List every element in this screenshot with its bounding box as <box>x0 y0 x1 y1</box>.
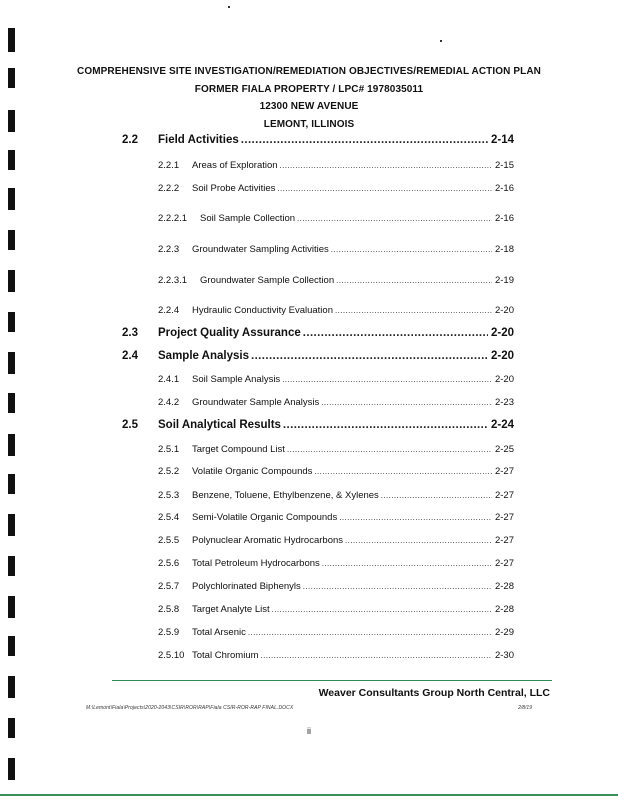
toc-leader-dots <box>322 558 492 569</box>
toc-entry-page: 2-20 <box>494 374 514 385</box>
toc-leader-dots <box>261 650 492 661</box>
toc-leader-dots <box>336 275 492 286</box>
toc-entry-number: 2.2.2 <box>158 183 180 194</box>
toc-entry <box>158 374 514 385</box>
toc-entry-number: 2.3 <box>122 327 138 339</box>
toc-entry-title: Soil Analytical Results <box>158 419 281 431</box>
toc-entry-page: 2-28 <box>494 581 514 592</box>
toc-entry <box>158 444 514 455</box>
toc-entry-page: 2-27 <box>494 558 514 569</box>
toc-leader-dots <box>241 134 488 146</box>
toc-entry-number: 2.5.6 <box>158 558 180 569</box>
toc-entry <box>158 627 514 638</box>
toc-entry-page: 2-20 <box>490 327 514 339</box>
toc-entry <box>158 512 514 523</box>
toc-entry-title: Sample Analysis <box>158 350 249 362</box>
toc-entry-page: 2-25 <box>494 444 514 455</box>
toc-entry <box>158 213 514 224</box>
toc-entry <box>158 466 514 477</box>
toc-entry-title: Groundwater Sample Analysis <box>192 397 320 408</box>
toc-entry-number: 2.4.1 <box>158 374 180 385</box>
toc-entry <box>158 160 514 171</box>
footer-date: 2/8/19 <box>518 705 532 711</box>
toc-entry <box>122 327 514 339</box>
toc-entry-number: 2.5.7 <box>158 581 180 592</box>
toc-entry-page: 2-18 <box>494 244 514 255</box>
toc-entry-title: Soil Sample Collection <box>200 213 296 224</box>
toc-entry-page: 2-30 <box>494 650 514 661</box>
toc-leader-dots <box>303 327 488 339</box>
toc-entry-title: Areas of Exploration <box>192 160 278 171</box>
toc-entry-page: 2-29 <box>494 627 514 638</box>
toc-entry-title: Target Compound List <box>192 444 285 455</box>
toc-entry-title: Project Quality Assurance <box>158 327 301 339</box>
toc-entry-number: 2.5 <box>122 419 138 431</box>
toc-entry <box>158 581 514 592</box>
toc-entry-number: 2.4 <box>122 350 138 362</box>
toc-entry-number: 2.2 <box>122 134 138 146</box>
toc-entry <box>158 535 514 546</box>
toc-entry-number: 2.2.1 <box>158 160 180 171</box>
toc-leader-dots <box>321 397 492 408</box>
page-number: ii <box>307 726 311 736</box>
toc-entry <box>122 419 514 431</box>
toc-leader-dots <box>345 535 492 546</box>
toc-entry-title: Soil Sample Analysis <box>192 374 281 385</box>
toc-entry-number: 2.2.3 <box>158 244 180 255</box>
toc-entry-title: Polychlorinated Biphenyls <box>192 581 301 592</box>
toc-entry-number: 2.5.4 <box>158 512 180 523</box>
toc-entry-page: 2-28 <box>494 604 514 615</box>
footer-file-path: M:\Lemont\Fiala\Projects\2020-2043\CSIR\ROR\RAP\Fiala CSIR-ROR-RAP FINAL.DOCX <box>86 705 294 711</box>
toc-entry-title: Total Chromium <box>192 650 259 661</box>
toc-leader-dots <box>272 604 492 615</box>
toc-entry-title: Groundwater Sample Collection <box>200 275 335 286</box>
toc-leader-dots <box>381 490 492 501</box>
header-title: COMPREHENSIVE SITE INVESTIGATION/REMEDIATION OBJECTIVES/REMEDIAL ACTION PLAN <box>77 66 541 77</box>
toc-entry-title: Semi-Volatile Organic Compounds <box>192 512 338 523</box>
toc-leader-dots <box>339 512 492 523</box>
toc-entry <box>158 244 514 255</box>
toc-entry-page: 2-20 <box>490 350 514 362</box>
toc-entry <box>158 305 514 316</box>
toc-leader-dots <box>283 419 488 431</box>
toc-leader-dots <box>297 213 492 224</box>
toc-entry-page: 2-19 <box>494 275 514 286</box>
header-city: LEMONT, ILLINOIS <box>263 118 355 130</box>
toc-entry <box>158 650 514 661</box>
toc-entry-page: 2-27 <box>494 535 514 546</box>
toc-entry-page: 2-20 <box>494 305 514 316</box>
toc-leader-dots <box>331 244 492 255</box>
toc-entry-title: Benzene, Toluene, Ethylbenzene, & Xylenes <box>192 490 379 501</box>
header-property: FORMER FIALA PROPERTY / LPC# 1978035011 <box>194 83 424 95</box>
toc-entry-number: 2.2.2.1 <box>158 213 188 224</box>
toc-entry-title: Polynuclear Aromatic Hydrocarbons <box>192 535 344 546</box>
toc-entry <box>158 397 514 408</box>
toc-entry-page: 2-24 <box>490 419 514 431</box>
toc-leader-dots <box>282 374 492 385</box>
toc-entry <box>158 275 514 286</box>
toc-entry-page: 2-23 <box>494 397 514 408</box>
footer-company: Weaver Consultants Group North Central, LLC <box>318 687 550 699</box>
toc-entry-number: 2.5.8 <box>158 604 180 615</box>
toc-entry <box>158 604 514 615</box>
toc-entry-page: 2-27 <box>494 466 514 477</box>
toc-entry-page: 2-14 <box>490 134 514 146</box>
toc-entry-page: 2-16 <box>494 213 514 224</box>
toc-entry <box>158 558 514 569</box>
toc-entry-title: Hydraulic Conductivity Evaluation <box>192 305 333 316</box>
toc-entry-number: 2.5.1 <box>158 444 180 455</box>
toc-entry-title: Total Arsenic <box>192 627 246 638</box>
toc-leader-dots <box>314 466 492 477</box>
toc-entry-title: Total Petroleum Hydrocarbons <box>192 558 320 569</box>
bottom-edge-line <box>0 794 618 796</box>
toc-leader-dots <box>251 350 488 362</box>
toc-entry-number: 2.5.3 <box>158 490 180 501</box>
toc-entry-title: Target Analyte List <box>192 604 270 615</box>
toc-entry <box>122 134 514 146</box>
toc-leader-dots <box>277 183 492 194</box>
toc-entry-number: 2.2.3.1 <box>158 275 188 286</box>
toc-entry <box>158 490 514 501</box>
toc-entry-number: 2.5.9 <box>158 627 180 638</box>
toc-leader-dots <box>335 305 492 316</box>
toc-entry-page: 2-27 <box>494 490 514 501</box>
toc-entry-page: 2-27 <box>494 512 514 523</box>
toc-entry-page: 2-15 <box>494 160 514 171</box>
toc-entry-number: 2.5.5 <box>158 535 180 546</box>
header-address: 12300 NEW AVENUE <box>259 101 359 112</box>
toc-entry <box>122 350 514 362</box>
toc-entry-title: Groundwater Sampling Activities <box>192 244 329 255</box>
toc-leader-dots <box>248 627 492 638</box>
toc-entry-title: Soil Probe Activities <box>192 183 276 194</box>
toc-entry-title: Volatile Organic Compounds <box>192 466 313 477</box>
toc-entry-number: 2.2.4 <box>158 305 180 316</box>
toc-entry-number: 2.4.2 <box>158 397 180 408</box>
toc-entry-number: 2.5.10 <box>158 650 185 661</box>
toc-entry <box>158 183 514 194</box>
footer-rule <box>112 680 552 681</box>
toc-entry-number: 2.5.2 <box>158 466 180 477</box>
toc-leader-dots <box>303 581 492 592</box>
toc-leader-dots <box>280 160 492 171</box>
toc-entry-page: 2-16 <box>494 183 514 194</box>
toc-leader-dots <box>287 444 492 455</box>
toc-entry-title: Field Activities <box>158 134 239 146</box>
